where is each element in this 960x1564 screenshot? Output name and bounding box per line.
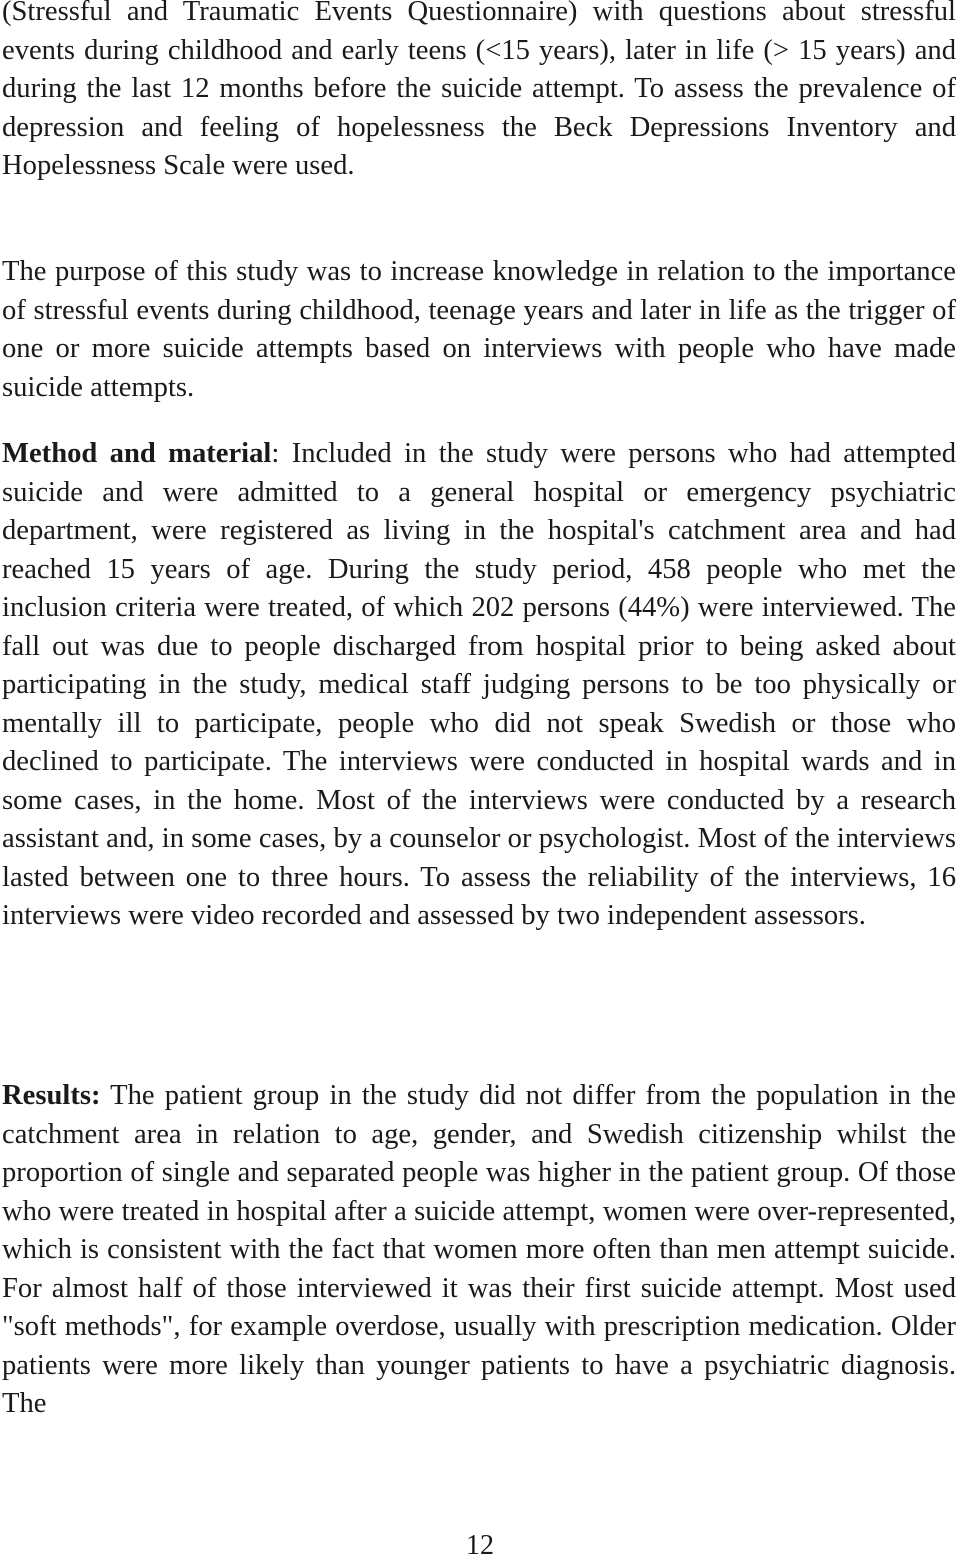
page-number: 12 <box>466 1530 494 1561</box>
method-heading: Method and material <box>2 438 272 469</box>
method-separator: : <box>271 438 292 469</box>
method-body: Included in the study were persons who had attempted suicide and were admitted to a general hospital or emergency psychiatric department, were registered as living in the hospital's catchment area and had reached 15 years of age. During the study period, 458 people who met the inclusion criteria were treated, of which 202 persons (44%) were interviewed. The fall out was due to people discharged from hospital prior to being asked about participating in the study, medical staff judging persons to be too physically or mentally ill to participate, people who did not speak Swedish or those who declined to participate. The interviews were conducted in hospital wards and in some cases, in the home. Most of the interviews were conducted by a research assistant and, in some cases, by a counselor or psychologist. Most of the interviews lasted between one to three hours. To assess the reliability of the interviews, 16 interviews were video recorded and assessed by two independent assessors. <box>2 438 957 931</box>
paragraph-intro-continuation: (Stressful and Traumatic Events Questionnaire) with questions about stressful events during childhood and early teens (<15 years), later in life (> 15 years) and during the last 12 months before the suicide attempt. To assess the prevalence of depression and feeling of hopelessness the Beck Depressions Inventory and Hopelessness Scale were used. <box>2 0 956 181</box>
paragraph-purpose: The purpose of this study was to increase knowledge in relation to the importance of stressful events during childhood, teenage years and later in life as the trigger of one or more suicide attempts based on interviews with people who have made suicide attempts. <box>2 256 956 403</box>
results-body: The patient group in the study did not differ from the population in the catchment area in relation to age, gender, and Swedish citizenship whilst the proportion of single and separated people was higher in the patient group. Of those who were treated in hospital after a suicide attempt, women were over-represented, which is consistent with the fact that women more often than men attempt suicide. For almost half of those interviewed it was their first suicide attempt. Most used "soft methods", for example overdose, usually with prescription medication. Older patients were more likely than younger patients to have a psychiatric diagnosis. The <box>2 1080 956 1419</box>
paragraph-results <box>2 1077 956 1424</box>
results-heading: Results: <box>2 1080 101 1111</box>
paragraph-method <box>2 435 956 936</box>
